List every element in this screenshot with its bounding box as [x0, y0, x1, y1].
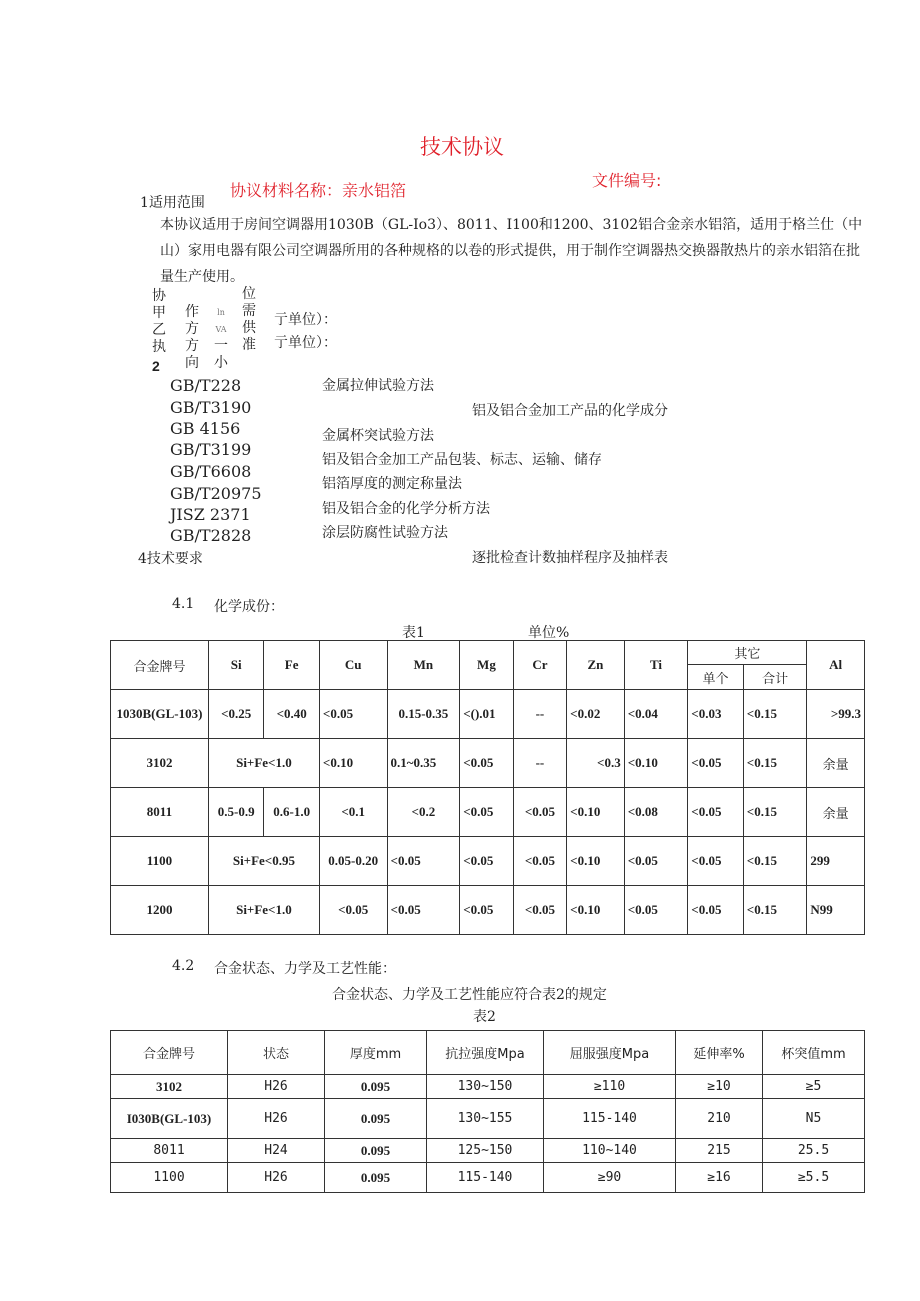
standard-name: 金属拉伸试验方法 [322, 378, 434, 394]
section1-paragraph: 本协议适用于房间空调器用1030B（GL-Io3）、8011、I100和1200、3102铝合金亲水铝箔，适用于格兰仕（中山）家用电器有限公司空调器所用的各种规格的以卷的形式提供，用于制作空调器热交换器散热片的亲水铝箔在批量生产使用。 [160, 217, 863, 285]
header-cu: Cu [319, 641, 387, 690]
header-other: 其它 [688, 641, 807, 665]
table-row: 1030B(GL-103) <0.25 <0.40 <0.05 0.15-0.35 <().01 -- <0.02 <0.04 <0.03 <0.15 >99.3 [111, 690, 865, 739]
table-row: 8011 0.5-0.9 0.6-1.0 <0.1 <0.2 <0.05 <0.05 <0.10 <0.08 <0.05 <0.15 余量 [111, 788, 865, 837]
table-row: I030B(GL-103) H26 0.095 130~155 115-140 210 N5 [111, 1099, 865, 1139]
section4-heading: 4技术要求 [138, 551, 203, 567]
standard-name: 铝及铝合金加工产品的化学成分 [472, 403, 668, 419]
header-mg: Mg [460, 641, 513, 690]
sub41-number: 4.1 [172, 596, 195, 612]
party-a-unit: 亍单位）： [274, 312, 337, 328]
mechanical-properties-table [110, 1030, 865, 1193]
header-temper: 状态 [228, 1031, 325, 1075]
table1-unit: 单位% [528, 625, 570, 641]
parties-col-3: ln VA 一 小 [214, 308, 228, 371]
standard-name: 铝及铝合金加工产品包装、标志、运输、储存 [322, 452, 602, 468]
header-alloy: 合金牌号 [111, 1031, 228, 1075]
standard-code: GB 4156 [170, 419, 241, 438]
section2-number: 2 [152, 358, 160, 374]
standard-name: 逐批检查计数抽样程序及抽样表 [472, 550, 668, 566]
table-row: 1100 H26 0.095 115-140 ≥90 ≥16 ≥5.5 [111, 1163, 865, 1193]
standard-code: GB/T3190 [170, 398, 252, 417]
table2-note: 合金状态、力学及工艺性能应符合表2的规定 [332, 987, 607, 1003]
standard-code: GB/T6608 [170, 462, 252, 481]
material-name-label: 协议材料名称：亲水铝箔 [230, 181, 407, 200]
standard-name: 涂层防腐性试验方法 [322, 525, 448, 541]
header-total: 合计 [743, 665, 807, 690]
document-number-label: 文件编号: [592, 171, 662, 190]
header-zn: Zn [567, 641, 625, 690]
standard-code: GB/T20975 [170, 484, 262, 503]
header-mn: Mn [387, 641, 460, 690]
section1-heading: 1适用范围 [140, 195, 205, 211]
sub42-number: 4.2 [172, 958, 195, 974]
parties-col-1: 协 甲 乙 执 [152, 288, 166, 355]
page-title: 技术协议 [420, 135, 504, 159]
standard-code: GB/T3199 [170, 440, 252, 459]
header-alloy: 合金牌号 [111, 641, 209, 690]
sub41-label: 化学成份： [214, 599, 284, 615]
header-cup: 杯突值mm [763, 1031, 865, 1075]
table-row: 3102 H26 0.095 130~150 ≥110 ≥10 ≥5 [111, 1075, 865, 1099]
parties-col-4: 位 需 供 准 [242, 286, 256, 353]
chemical-composition-table [110, 640, 865, 935]
standard-code: JISZ 2371 [170, 505, 251, 524]
header-tensile: 抗拉强度Mpa [427, 1031, 544, 1075]
header-thickness: 厚度mm [325, 1031, 427, 1075]
table2-caption: 表2 [473, 1009, 496, 1025]
header-al: Al [807, 641, 865, 690]
sub42-label: 合金状态、力学及工艺性能： [214, 961, 396, 977]
standard-code: GB/T2828 [170, 526, 252, 545]
header-elongation: 延伸率% [676, 1031, 763, 1075]
standard-name: 金属杯突试验方法 [322, 428, 434, 444]
table-row: 1100 Si+Fe<0.95 0.05-0.20 <0.05 <0.05 <0.05 <0.10 <0.05 <0.05 <0.15 299 [111, 837, 865, 886]
table1-caption: 表1 [402, 625, 425, 641]
header-single: 单个 [688, 665, 744, 690]
header-yield: 屈服强度Mpa [544, 1031, 676, 1075]
party-b-unit: 亍单位）： [274, 335, 337, 351]
table-row: 1200 Si+Fe<1.0 <0.05 <0.05 <0.05 <0.05 <0.10 <0.05 <0.05 <0.15 N99 [111, 886, 865, 935]
standard-name: 铝箔厚度的测定称量法 [322, 476, 462, 492]
header-cr: Cr [513, 641, 566, 690]
standard-code: GB/T228 [170, 376, 242, 395]
header-fe: Fe [264, 641, 320, 690]
header-si: Si [208, 641, 264, 690]
header-ti: Ti [624, 641, 688, 690]
table-row: 3102 Si+Fe<1.0 <0.10 0.1~0.35 <0.05 -- <0.3 <0.10 <0.05 <0.15 余量 [111, 739, 865, 788]
standard-name: 铝及铝合金的化学分析方法 [322, 501, 490, 517]
parties-col-2: 作 方 方 向 [185, 304, 199, 371]
table-row: 8011 H24 0.095 125~150 110~140 215 25.5 [111, 1139, 865, 1163]
